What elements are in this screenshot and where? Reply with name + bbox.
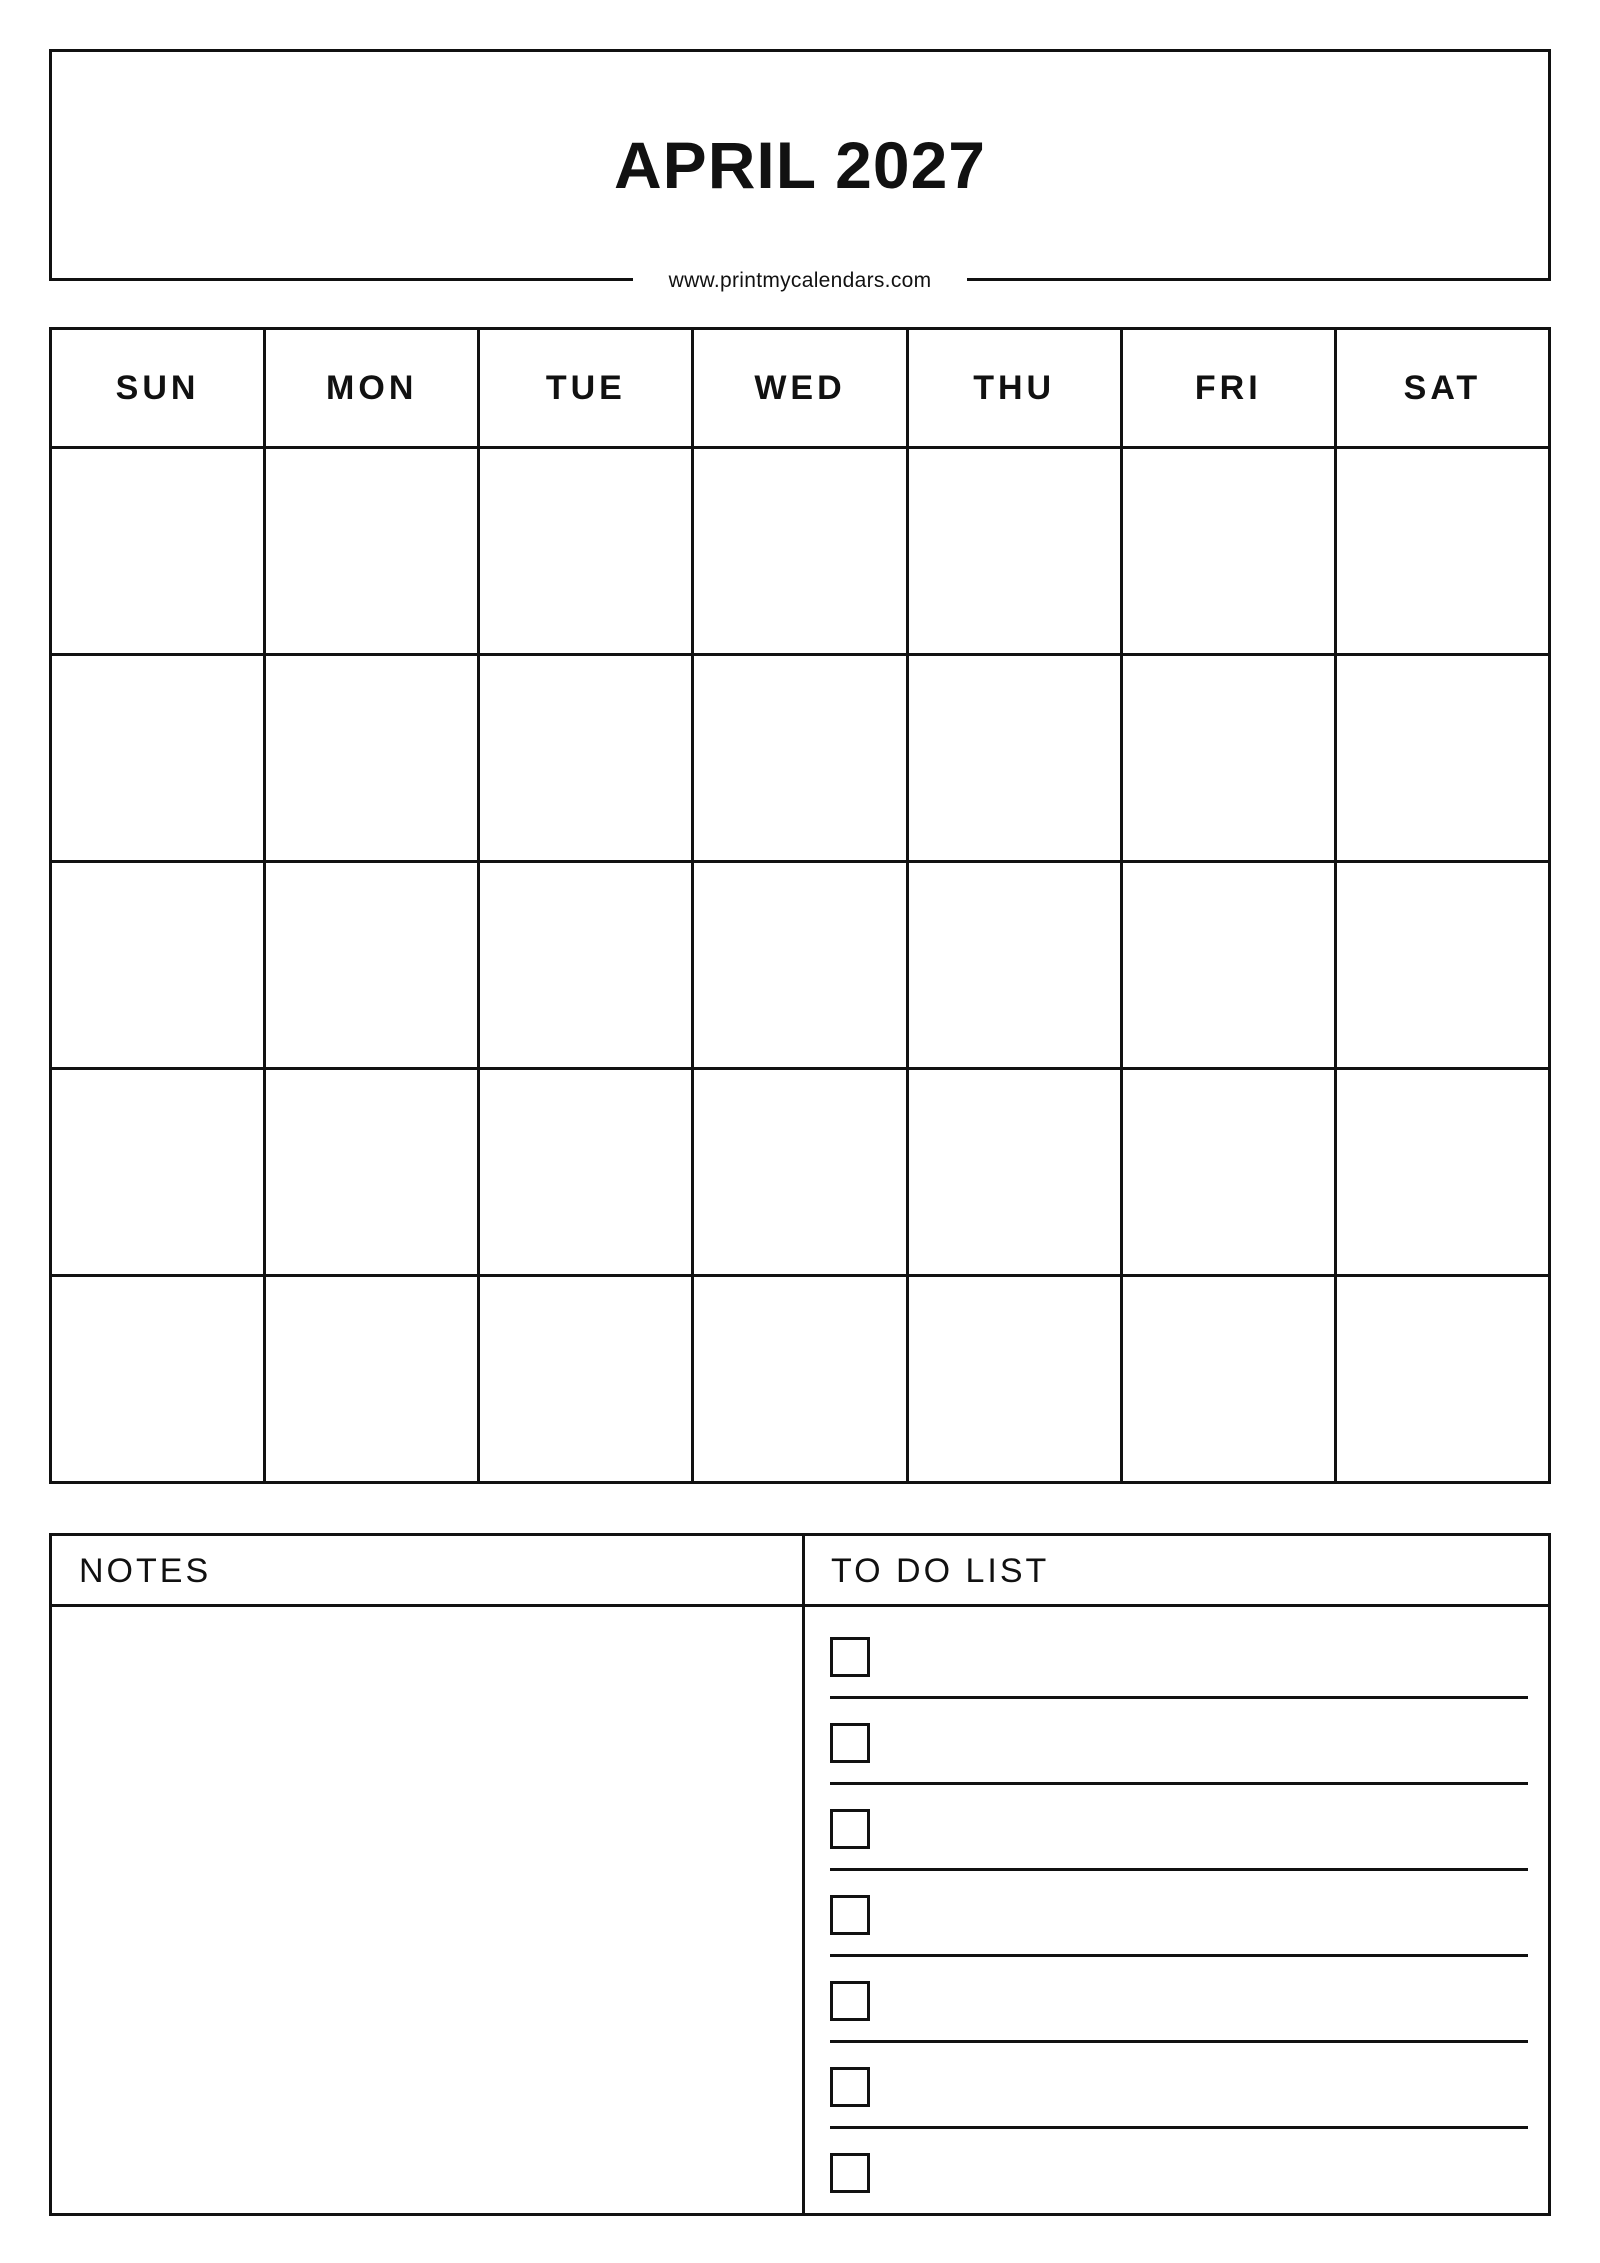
todo-heading: TO DO LIST <box>831 1552 1050 1590</box>
day-cell <box>51 1069 265 1276</box>
weekday-header-fri: FRI <box>1121 329 1335 448</box>
day-cell <box>479 862 693 1069</box>
day-cell <box>51 448 265 655</box>
day-cell <box>1121 655 1335 862</box>
week-row <box>51 1276 1550 1483</box>
day-cell <box>693 655 907 862</box>
day-cell <box>1335 1069 1549 1276</box>
todo-item <box>830 1723 1528 1809</box>
day-cell <box>265 1069 479 1276</box>
day-cell <box>693 1276 907 1483</box>
todo-writing-line <box>830 1868 1528 1871</box>
todo-writing-line <box>830 1696 1528 1699</box>
todo-checkbox[interactable] <box>830 2067 870 2107</box>
weekday-header-sat: SAT <box>1335 329 1549 448</box>
todo-item <box>830 1637 1528 1723</box>
day-cell <box>51 655 265 862</box>
weekday-header-row <box>51 329 1550 448</box>
notes-heading: NOTES <box>79 1552 212 1590</box>
day-cell <box>1121 1069 1335 1276</box>
week-row <box>51 862 1550 1069</box>
todo-checkbox[interactable] <box>830 1809 870 1849</box>
day-cell <box>51 1276 265 1483</box>
day-cell <box>1335 1276 1549 1483</box>
day-cell <box>265 1276 479 1483</box>
day-cell <box>1121 862 1335 1069</box>
day-cell <box>907 862 1121 1069</box>
weekday-header-thu: THU <box>907 329 1121 448</box>
title-box <box>49 49 1551 281</box>
day-cell <box>479 1276 693 1483</box>
weekday-header-sun: SUN <box>51 329 265 448</box>
day-cell <box>693 1069 907 1276</box>
day-cell <box>907 1069 1121 1276</box>
todo-checkbox[interactable] <box>830 1895 870 1935</box>
day-cell <box>1121 448 1335 655</box>
todo-writing-line <box>830 1782 1528 1785</box>
todo-item <box>830 1895 1528 1981</box>
day-cell <box>1335 655 1549 862</box>
day-cell <box>907 448 1121 655</box>
todo-writing-line <box>830 1954 1528 1957</box>
todo-item <box>830 2067 1528 2153</box>
day-cell <box>1335 448 1549 655</box>
day-cell <box>265 655 479 862</box>
calendar-grid <box>49 327 1551 1484</box>
weekday-header-tue: TUE <box>479 329 693 448</box>
todo-writing-line <box>830 2040 1528 2043</box>
day-cell <box>265 448 479 655</box>
todo-checkbox[interactable] <box>830 1637 870 1677</box>
calendar-weeks <box>51 448 1550 1483</box>
day-cell <box>1121 1276 1335 1483</box>
day-cell <box>693 862 907 1069</box>
notes-todo-panel <box>49 1533 1551 2216</box>
page-title: APRIL 2027 <box>614 128 986 202</box>
day-cell <box>479 1069 693 1276</box>
week-row <box>51 1069 1550 1276</box>
day-cell <box>479 655 693 862</box>
todo-writing-line <box>830 2126 1528 2129</box>
todo-checkbox[interactable] <box>830 1723 870 1763</box>
day-cell <box>479 448 693 655</box>
week-row <box>51 655 1550 862</box>
column-divider <box>802 1536 805 2213</box>
day-cell <box>265 862 479 1069</box>
website-url: www.printmycalendars.com <box>633 266 967 296</box>
day-cell <box>1335 862 1549 1069</box>
todo-checkbox[interactable] <box>830 2153 870 2193</box>
day-cell <box>51 862 265 1069</box>
weekday-header-mon: MON <box>265 329 479 448</box>
todo-item <box>830 1809 1528 1895</box>
todo-item <box>830 1981 1528 2067</box>
day-cell <box>693 448 907 655</box>
week-row <box>51 448 1550 655</box>
day-cell <box>907 1276 1121 1483</box>
todo-list <box>830 1637 1528 2239</box>
weekday-header-wed: WED <box>693 329 907 448</box>
todo-item <box>830 2153 1528 2239</box>
todo-checkbox[interactable] <box>830 1981 870 2021</box>
day-cell <box>907 655 1121 862</box>
heading-divider <box>52 1604 1548 1607</box>
